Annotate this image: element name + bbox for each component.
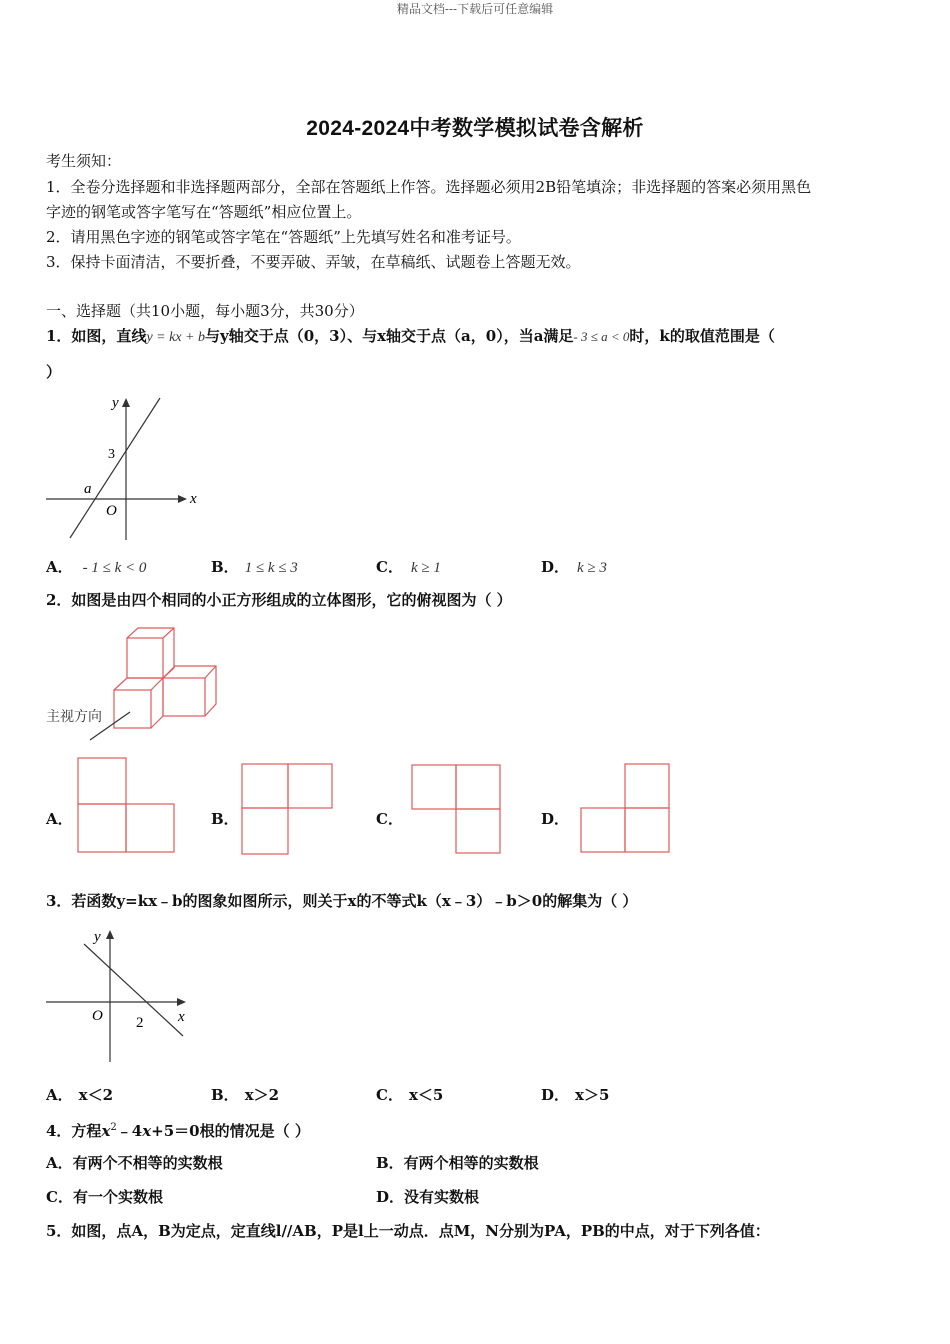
question-4 [46, 1118, 310, 1141]
notice-item-1-cont: 字迹的钢笔或答字笔写在“答题纸”相应位置上。 [46, 203, 362, 221]
q3-option-d-label: D． [541, 1086, 570, 1104]
q2-option-b-figure[interactable] [240, 762, 334, 856]
q4-var-x: x [101, 1122, 111, 1140]
notice-item-2: 2．请用黑色字迹的钢笔或答字笔在“答题纸”上先填写姓名和准考证号。 [46, 228, 521, 246]
q2-option-a[interactable]: A． [46, 810, 73, 828]
q1-option-d-value: k ≥ 3 [577, 560, 607, 576]
q3-option-c-value: x＜5 [408, 1086, 444, 1104]
q3-option-b-value: x＞2 [244, 1086, 280, 1104]
q1-option-d[interactable] [541, 556, 607, 577]
q3-option-b[interactable] [211, 1084, 279, 1105]
q1-option-d-label: D． [541, 558, 570, 576]
q1-label-a: a [84, 481, 92, 497]
q1-option-a-value: - 1 ≤ k < 0 [82, 560, 147, 576]
q2-option-c[interactable]: C． [376, 810, 403, 828]
q4-var-x-2: x [142, 1122, 152, 1140]
section-heading: 一、选择题（共10小题，每小题3分，共30分） [46, 302, 364, 320]
q1-condition: - 3 ≤ a < 0 [573, 329, 630, 344]
q3-option-a[interactable] [46, 1084, 113, 1105]
q1-x-label: x [190, 491, 197, 507]
q1-graph [40, 392, 210, 544]
q1-text-1: 1．如图，直线 [46, 327, 147, 345]
question-2: 2．如图是由四个相同的小正方形组成的立体图形，它的俯视图为（ ） [46, 591, 512, 609]
q1-option-a-label: A． [46, 558, 73, 576]
q1-x-arrow [178, 495, 187, 503]
q3-label-2: 2 [136, 1015, 144, 1031]
q3-x-label: x [178, 1009, 185, 1025]
q1-option-c[interactable] [376, 556, 441, 577]
q2-option-c-figure[interactable] [410, 763, 502, 855]
q4-option-c[interactable]: C．有一个实数根 [46, 1188, 163, 1206]
notice-item-3: 3．保持卡面清洁，不要折叠，不要弄破、弄皱，在草稿纸、试题卷上答题无效。 [46, 253, 581, 271]
notice-heading: 考生须知： [46, 152, 122, 170]
q1-option-c-value: k ≥ 1 [410, 560, 441, 576]
q3-option-a-label: A． [46, 1086, 73, 1104]
q4-text-1: 4．方程 [46, 1122, 102, 1140]
q3-y-label: y [94, 929, 101, 945]
q1-option-b[interactable] [211, 556, 298, 577]
q1-equation: y = kx + b [146, 330, 205, 345]
q1-text-3: 时，k的取值范围是（ [629, 327, 775, 345]
q1-y-arrow [122, 398, 130, 407]
question-1 [46, 326, 775, 348]
q3-x-arrow [177, 998, 186, 1006]
q2-option-d[interactable]: D． [541, 810, 570, 828]
q4-exponent: 2 [110, 1122, 117, 1133]
q2-direction-label: 主视方向 [46, 709, 102, 725]
q1-close-paren: ） [46, 363, 62, 381]
q4-text-2: ﹣4 [116, 1122, 143, 1140]
q1-label-o: O [106, 503, 117, 519]
q4-text-3: +5＝0根的情况是（ ） [151, 1122, 310, 1140]
q1-text-2: 与y轴交于点（0，3）、与x轴交于点（a，0），当a满足 [205, 327, 574, 345]
notice-item-1: 1．全卷分选择题和非选择题两部分，全部在答题纸上作答。选择题必须用2B铅笔填涂；非选择题的答案必须用黑色 [46, 178, 812, 196]
q1-option-a[interactable] [46, 556, 146, 577]
q3-y-arrow [106, 930, 114, 939]
question-5: 5．如图，点A，B为定点，定直线l//AB，P是l上一动点．点M，N分别为PA，PB的中点，对于下列各值： [46, 1222, 770, 1240]
q1-label-3: 3 [108, 447, 115, 462]
q1-option-b-label: B． [211, 558, 239, 576]
q3-option-d-value: x＞5 [575, 1086, 610, 1104]
q1-option-c-label: C． [376, 558, 403, 576]
q3-option-c[interactable] [376, 1084, 443, 1105]
q1-option-b-value: 1 ≤ k ≤ 3 [244, 560, 298, 576]
q3-option-d[interactable] [541, 1084, 609, 1105]
q2-option-d-figure[interactable] [578, 762, 672, 856]
q3-graph [40, 924, 200, 1066]
q3-option-a-value: x＜2 [78, 1086, 114, 1104]
q2-option-b[interactable]: B． [211, 810, 239, 828]
q3-option-b-label: B． [211, 1086, 239, 1104]
q3-label-o: O [92, 1008, 103, 1024]
q1-y-label: y [112, 395, 119, 411]
q2-option-a-figure[interactable] [76, 756, 176, 854]
q3-option-c-label: C． [376, 1086, 403, 1104]
question-3: 3．若函数y=kx﹣b的图象如图所示，则关于x的不等式k（x﹣3）﹣b＞0的解集为（ ） [46, 892, 638, 910]
page-title: 2024-2024中考数学模拟试卷含解析 [306, 117, 644, 140]
q4-option-b[interactable]: B．有两个相等的实数根 [376, 1154, 539, 1172]
header-watermark: 精品文档---下载后可任意编辑 [396, 2, 554, 16]
q2-cube-figure [40, 622, 230, 746]
q4-option-a[interactable]: A．有两个不相等的实数根 [46, 1154, 223, 1172]
q4-option-d[interactable]: D．没有实数根 [376, 1188, 480, 1206]
